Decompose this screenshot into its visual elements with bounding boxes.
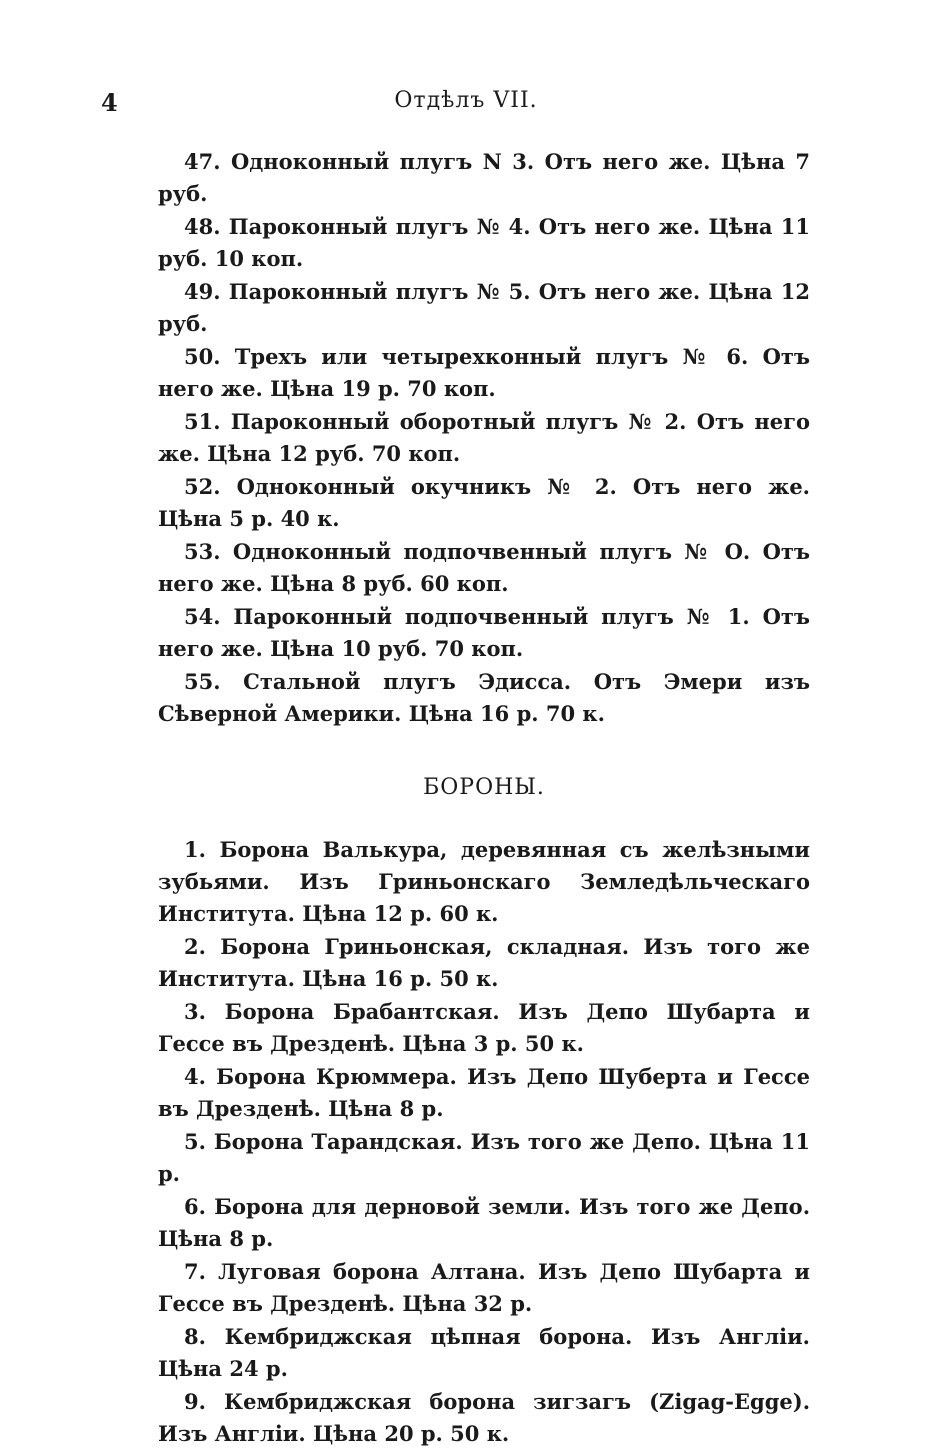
harrow-entry-4: 4. Борона Крюммера. Изъ Депо Шуберта и Гессе въ Дрезденѣ. Цѣна 8 р. [158, 1064, 810, 1121]
plow-entry-53: 53. Одноконный подпочвенный плугъ № О. Отъ него же. Цѣна 8 руб. 60 коп. [158, 539, 810, 596]
page-body [158, 146, 810, 1451]
plow-entry-51: 51. Пароконный оборотный плугъ № 2. Отъ него же. Цѣна 12 руб. 70 коп. [158, 409, 810, 466]
plow-entry-47: 47. Одноконный плугъ N 3. Отъ него же. Цѣна 7 руб. [158, 149, 810, 206]
harrow-entry-1: 1. Борона Валькура, деревянная съ желѣзными зубьями. Изъ Гриньонскаго Земледѣльческаго Института. Цѣна 12 р. 60 к. [158, 837, 810, 926]
plow-entry-54: 54. Пароконный подпочвенный плугъ № 1. Отъ него же. Цѣна 10 руб. 70 коп. [158, 604, 810, 661]
plow-entry-55: 55. Стальной плугъ Эдисса. Отъ Эмери изъ Сѣверной Америки. Цѣна 16 р. 70 к. [158, 669, 810, 726]
harrow-entry-8: 8. Кембриджская цѣпная борона. Изъ Англіи. Цѣна 24 р. [158, 1324, 810, 1381]
harrow-entry-5: 5. Борона Тарандская. Изъ того же Депо. Цѣна 11 р. [158, 1129, 810, 1186]
plow-entry-48: 48. Пароконный плугъ № 4. Отъ него же. Цѣна 11 руб. 10 коп. [158, 214, 810, 271]
harrow-entry-3: 3. Борона Брабантская. Изъ Депо Шубарта и Гессе въ Дрезденѣ. Цѣна 3 р. 50 к. [158, 999, 810, 1056]
page-number: 4 [101, 88, 118, 117]
plow-entry-50: 50. Трехъ или четырехконный плугъ № 6. Отъ него же. Цѣна 19 р. 70 коп. [158, 344, 810, 401]
running-title: Отдѣлъ VII. [394, 88, 538, 113]
plow-entry-52: 52. Одноконный окучникъ № 2. Отъ него же. Цѣна 5 р. 40 к. [158, 474, 810, 531]
plow-entry-49: 49. Пароконный плугъ № 5. Отъ него же. Цѣна 12 руб. [158, 279, 810, 336]
harrow-entry-2: 2. Борона Гриньонская, складная. Изъ того же Института. Цѣна 16 р. 50 к. [158, 934, 810, 991]
harrow-entry-9: 9. Кембриджская борона зигзагъ (Zigag-Egge). Изъ Англіи. Цѣна 20 р. 50 к. [158, 1389, 810, 1446]
section-heading-harrows: БОРОНЫ. [423, 775, 545, 800]
harrow-entry-6: 6. Борона для дерновой земли. Изъ того же Депо. Цѣна 8 р. [158, 1194, 810, 1251]
harrow-entry-7: 7. Луговая борона Алтана. Изъ Депо Шубарта и Гессе въ Дрезденѣ. Цѣна 32 р. [158, 1259, 810, 1316]
